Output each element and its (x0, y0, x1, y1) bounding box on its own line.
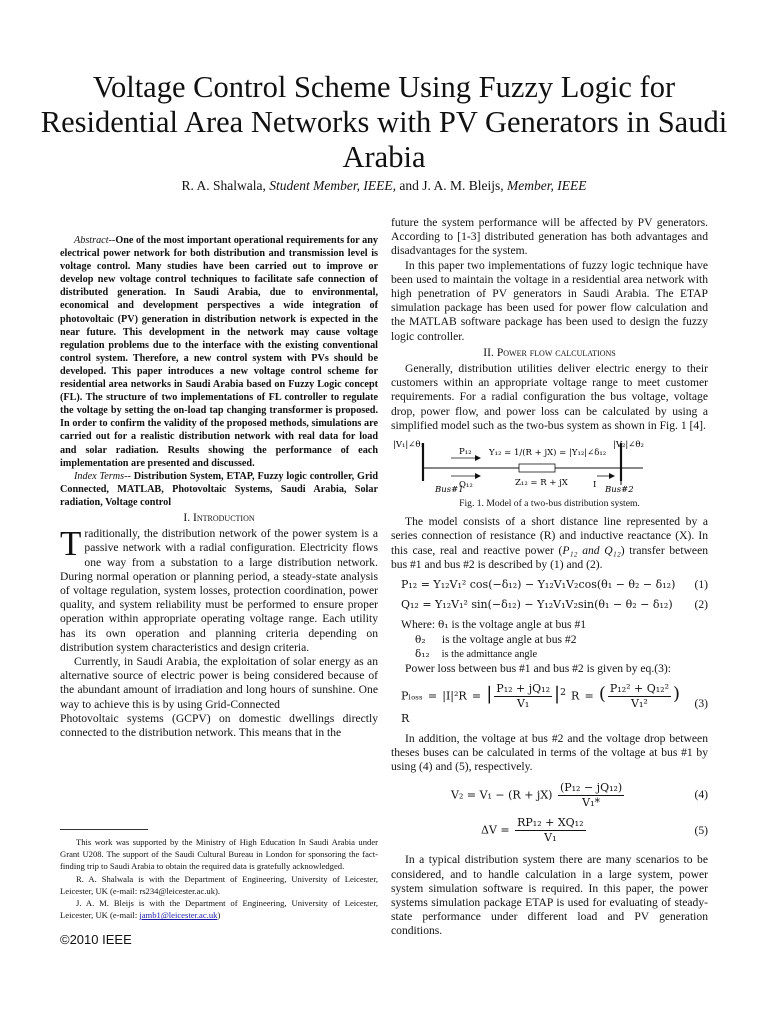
v1-label: |V₁|∠θ₁ (393, 440, 424, 451)
right-paragraph-6: In addition, the voltage at bus #2 and the voltage drop between theses buses can be calculated in terms of the voltage at bus #1 by using (4) and (5), respectively. (391, 731, 708, 774)
intro-paragraph-3: Photovoltaic systems (GCPV) on domestic dwellings directly connected to the distribution network. This means that in the (60, 711, 378, 740)
circuit-diagram (391, 437, 708, 493)
index-terms-label: Index Terms-- (74, 470, 131, 482)
author-line (40, 178, 728, 194)
figure-caption: Fig. 1. Model of a two-bus distribution system. (459, 498, 640, 510)
author-2: and J. A. M. Bleijs, (399, 178, 504, 193)
right-paragraph-2: In this paper two implementations of fuzzy logic technique have been used to maintain the voltage in a residential area network with high penetration of PV generators in Saudi Arabia. The ETAP simulation package has been used for power flow calculation and the MATLAB software package has been used to design the fuzzy logic controller. (391, 258, 708, 343)
index-terms-text: Distribution System, ETAP, Fuzzy logic controller, Grid Connected, MATLAB, Photovoltaic Systems, Saudi Arabia, Solar radiation, Voltage control (60, 470, 378, 508)
equation-2: Q₁₂ = Y₁₂V₁² sin(−δ₁₂) − Y₁₂V₁V₂sin(θ₁ − θ₂ − δ₁₂) (2) (401, 598, 708, 612)
author-2-role: Member, IEEE (507, 178, 587, 193)
intro-paragraph-2: Currently, in Saudi Arabia, the exploitation of solar energy as an alternative source of electric power is being considered because of the abundant amount of irradiation and long hours of sunshine. One way to achieve this is by using Grid-Connected (60, 655, 378, 711)
right-paragraph-4: The model consists of a short distance line represented by a series connection of resistance (R) and inductive reactance (X). In this case, real and reactive power (P₁₂ and Q₁₂) transfer between bus #1 and bus #2 is described by (1) and (2). (391, 515, 709, 571)
author-1-role: Student Member, IEEE, (269, 178, 396, 193)
abstract (60, 234, 378, 470)
equation-4: V₂ = V₁ − (R + jX) $\frac{\text{(P₁₂ − jQ₁₂)}}{\text{V₁*}}$ (4) (451, 780, 708, 809)
abstract-text: One of the most important operational requirements for any electrical power network for both distribution and transmission level is voltage control. Many studies have been carried out to improve or develop new voltage control techniques to facilitate safe connection of distributed generation. In Saudi Arabia, due to environmental, economical and development perspectives a wide integration of photovoltaic (PV) generation in distribution network is expected in the near future. This development in the network may cause voltage regulation problems due to the interface with the existing conventional control system. Therefore, a new control system with PVs should be developed. This paper introduces a new voltage control scheme for residential area networks in Saudi Arabia based on Fuzzy Logic concept (FL). The structure of two implementations of FL controller to regulate the voltage by setting the on-load tap changing transformer is proposed. In order to confirm the validity of the proposed methods, simulations are carried out for a realistic distribution network with real data for load and solar radiation. Results showing the performance of each implementation are presented and discussed. (60, 235, 378, 469)
right-column (391, 216, 708, 939)
right-paragraph-1: future the system performance will be affected by PV generators. According to [1-3] distributed generation has both advantages and disadvantages for the system. (391, 216, 708, 258)
equation-3: Pₗₒₛₛ = |I|²R = | $\frac{\text{P₁₂ + jQ₁₂}}{\text{V₁}}$ $|^2$ R = ( $\frac{\text{P₁₂² + Q₁₂²}}{\text{V₁²}}$ ) R (3) (401, 682, 708, 725)
footnote-author-2: J. A. M. Bleijs is with the Department of Engineering, University of Leicester, Leicester, UK (e-mail: jamb1@leicester.ac.uk) (60, 898, 378, 921)
bus-1-label: Bus#1 (435, 485, 464, 494)
right-paragraph-7: In a typical distribution system there are many scenarios to be considered, and to handle calculation in a large system, power system simulation software is required. In this paper, the power systems simulation package ETAP is used for evaluating of steady-state performance under different load and PV generation conditions. (391, 853, 708, 938)
current-label: I (593, 480, 597, 491)
author-1: R. A. Shalwala, (181, 178, 266, 193)
equation-1: P₁₂ = Y₁₂V₁² cos(−δ₁₂) − Y₁₂V₁V₂cos(θ₁ − θ₂ − δ₁₂) (1) (401, 578, 708, 592)
email-link[interactable]: jamb1@leicester.ac.uk (139, 910, 218, 921)
two-bus-diagram (391, 437, 708, 493)
abstract-label: Abstract-- (74, 235, 116, 246)
intro-paragraph-1: Traditionally, the distribution network of the power system is a passive network with a radial configuration. Electricity flows one way from a substation to a large distribution network. During normal operation or planning period, a steady-state analysis of voltage regulation, system losses, protection coordination, power quality, and system reliability must be performed to ensure proper operation within appropriate operating voltage range. Each utility has its own operation and planning criteria depending on distribution system characteristics and design criteria. (60, 524, 378, 654)
footnote-rule (60, 829, 148, 830)
left-column (60, 234, 378, 740)
impedance-label: Z₁₂ = R + jX (515, 478, 568, 489)
p12-label: P₁₂ (459, 447, 472, 458)
drop-cap: T (60, 524, 82, 564)
bus-2-label: Bus#2 (605, 485, 634, 494)
v2-label: |V₂|∠θ₂ (613, 440, 644, 451)
copyright-notice: ©2010 IEEE (60, 932, 132, 947)
variable-definitions: Where: θ₁ is the voltage angle at bus #1 θ₂ is the voltage angle at bus #2 δ₁₂ is the admittance angle (401, 618, 587, 660)
impedance-box (519, 464, 555, 472)
equation-5: ΔV = $\frac{\text{RP₁₂ + XQ₁₂}}{\text{V₁}}$ (5) (481, 815, 708, 845)
section-1-heading: I. Introduction (183, 510, 255, 524)
footnotes (60, 836, 378, 921)
footnote-funding: This work was supported by the Ministry of High Education In Saudi Arabia under Grant U208. The support of the Saudi Cultural Bureau in London for sponsoring the fact-finding trip to Saudi Arabia to obtain the required data is gratefully acknowledged. (60, 837, 378, 872)
paper-title: Voltage Control Scheme Using Fuzzy Logic for Residential Area Networks with PV Generators in Saudi Arabia (40, 70, 728, 174)
q12-label: Q₁₂ (459, 480, 473, 491)
footnote-author-1: R. A. Shalwala is with the Department of Engineering, University of Leicester, Leicester, UK (e-mail: rs234@leicester.ac.uk). (60, 873, 378, 896)
admittance-label: Y₁₂ = 1/(R + jX) = |Y₁₂|∠δ₁₂ (489, 448, 607, 459)
right-paragraph-3: Generally, distribution utilities deliver electric energy to their customers within an appropriate voltage range to meet customer requirements. For a radial configuration the bus voltage, voltage drop, power flow, and power loss can be calculated by using a simplified model such as the two-bus system as shown in Fig. 1 [4]. (391, 362, 708, 432)
section-2-heading: II. Power flow calculations (483, 345, 616, 359)
right-paragraph-5: Power loss between bus #1 and bus #2 is given by eq.(3): (405, 662, 671, 676)
index-terms (60, 470, 378, 509)
